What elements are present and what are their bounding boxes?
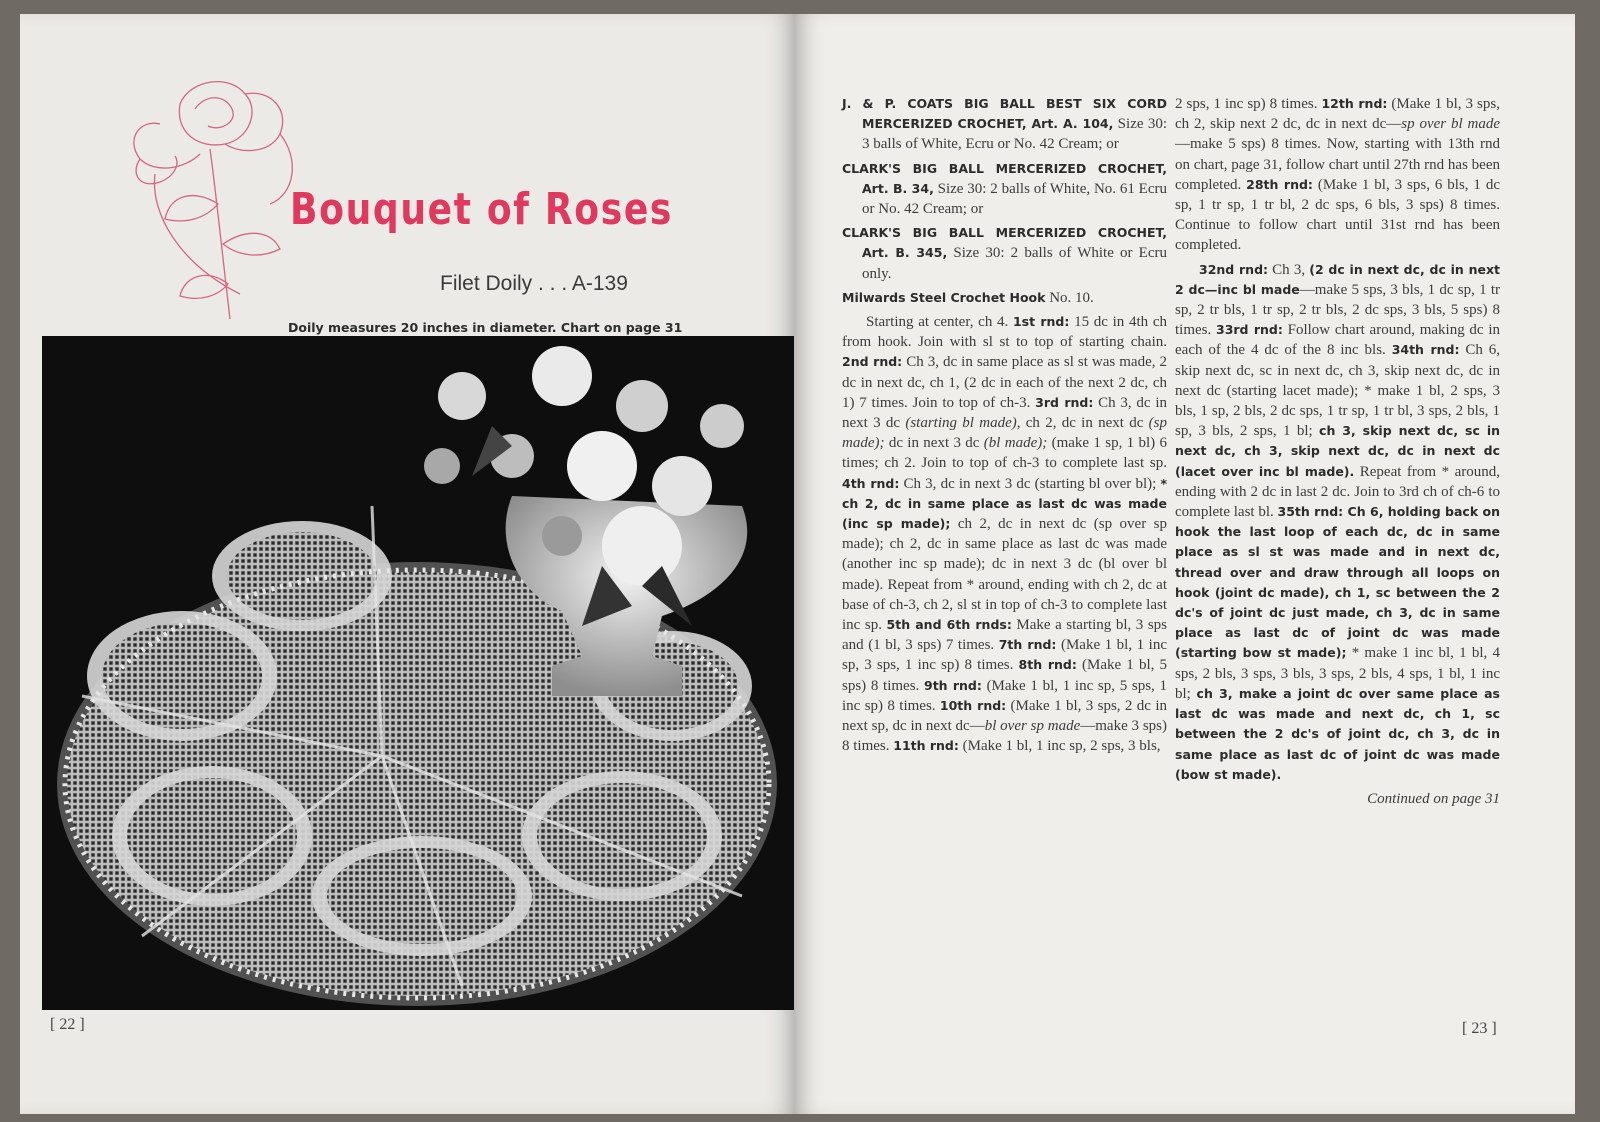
left-page bbox=[20, 14, 795, 1114]
material-1: J. & P. COATS BIG BALL BEST SIX CORD MERCERIZED CROCHET, Art. A. 104, Size 30: 3 balls of White, Ecru or No. 42 Cream; or bbox=[842, 96, 1167, 153]
continued-note: Continued on page 31 bbox=[1367, 790, 1500, 807]
instructions-paragraph-1: Starting at center, ch 4. 1st rnd: 15 dc in 4th ch from hook. Join with sl st to top of starting chain. 2nd rnd: Ch 3, dc in same place as sl st was made, 2 dc in next dc, ch 1, (2 dc in each of the next 2 dc, ch 1) 7 times. Join to top of ch-3. 3rd rnd: Ch 3, dc in next 3 dc (starting bl made), ch 2, dc in next dc (sp made); dc in next 3 dc (bl made); (make 1 sp, 1 bl) 6 times; ch 2. Join to top of ch-3 to complete last sp. 4th rnd: Ch 3, dc in next 3 dc (starting bl over bl); * ch 2, dc in same place as last dc was made (inc sp made); ch 2, dc in next dc (sp over sp made); ch 2, dc in same place as last dc was made (another inc sp made); dc in next 3 dc (bl over bl made). Repeat from * around, ending with ch 2, dc at base of ch-3, ch 2, sl st in top of ch-3 to complete last inc sp. 5th and 6th rnds: Make a starting bl, 3 sps and (1 bl, 3 sps) 7 times. 7th rnd: (Make 1 bl, 1 inc sp, 3 sps, 1 inc sp) 8 times. 8th rnd: (Make 1 bl, 5 sps) 8 times. 9th rnd: (Make 1 bl, 1 inc sp, 5 sps, 1 inc sp) 8 times. 10th rnd: (Make 1 bl, 3 sps, 2 dc in next sp, dc in next dc—bl over sp made—make 3 sps) 8 times. 11th rnd: (Make 1 bl, 1 inc sp, 2 sps, 3 bls, bbox=[842, 314, 1168, 755]
page-number-right: [ 23 ] bbox=[1462, 1020, 1497, 1037]
page-title: Bouquet of Roses bbox=[290, 184, 674, 235]
hook-note: Milwards Steel Crochet Hook No. 10. bbox=[842, 289, 1094, 306]
instructions-paragraph-3: 32nd rnd: Ch 3, (2 dc in next dc, dc in next 2 dc—inc bl made—make 5 sps, 3 bls, 1 dc sp, 1 tr sp, 2 tr bls, 1 tr sp, 2 tr bls, 2 dc sps, 3 bls, 5 sps) 8 times. 33rd rnd: Follow chart around, making dc in each of the 4 dc of the 8 inc bls. 34th rnd: Ch 6, skip next dc, sc in next dc, ch 3, skip next dc, dc in next dc (starting lacet made); * make 1 bl, 2 sps, 3 bls, 1 sp, 2 bls, 2 dc sps, 1 tr sp, 1 tr bl, 3 sps, 2 bls, 1 sp, 3 bls, 2 sps, 1 bl; ch 3, skip next dc, sc in next dc, ch 3, skip next dc, dc in next dc (lacet over inc bl made). Repeat from * around, ending with 2 dc in last 2 dc. Join to 3rd ch of ch-6 to complete last bl. 35th rnd: Ch 6, holding back on hook the last loop of each dc, dc in same place as sl st was made and in next dc, thread over and draw through all loops on hook (joint dc made), ch 1, sc between the 2 dc's of joint dc just made, ch 3, dc in same place as last dc of joint dc was made (starting bow st made); * make 1 inc bl, 1 bl, 4 sps, 2 bls, 3 sps, 3 bls, 3 sps, 2 bls, 4 sps, 1 bl, 1 inc bl; ch 3, make a joint dc over same place as last dc was made and next dc, ch 1, sc between the 2 dc's of joint dc, ch 3, dc in same place as last dc of joint dc was made (bow st made). bbox=[1175, 261, 1501, 782]
right-page bbox=[795, 14, 1575, 1114]
instructions-paragraph-2: 2 sps, 1 inc sp) 8 times. 12th rnd: (Make 1 bl, 3 sps, ch 2, skip next 2 dc, dc in next dc—sp over bl made —make 5 sps) 8 times. Now, starting with 13th rnd on chart, page 31, follow chart until 27th rnd has been completed. 28th rnd: (Make 1 bl, 3 sps, 6 bls, 1 dc sp, 1 tr sp, 1 tr bl, 2 dc sps, 6 bls, 3 sps) 8 times. Continue to follow chart until 31st rnd has been completed. bbox=[1175, 96, 1500, 254]
text-column-1 bbox=[842, 94, 1167, 761]
material-3: CLARK'S BIG BALL MERCERIZED CROCHET, Art. B. 345, Size 30: 2 balls of White or Ecru only. bbox=[842, 225, 1167, 282]
page-number-left: [ 22 ] bbox=[50, 1016, 85, 1033]
measure-note: Doily measures 20 inches in diameter. Chart on page 31 bbox=[288, 320, 683, 335]
material-2: CLARK'S BIG BALL MERCERIZED CROCHET, Art. B. 34, Size 30: 2 balls of White, No. 61 Ecru or No. 42 Cream; or bbox=[842, 160, 1167, 218]
doily-photo bbox=[42, 336, 794, 1010]
pattern-subtitle: Filet Doily . . . A-139 bbox=[440, 272, 628, 295]
text-column-2 bbox=[1175, 94, 1500, 813]
